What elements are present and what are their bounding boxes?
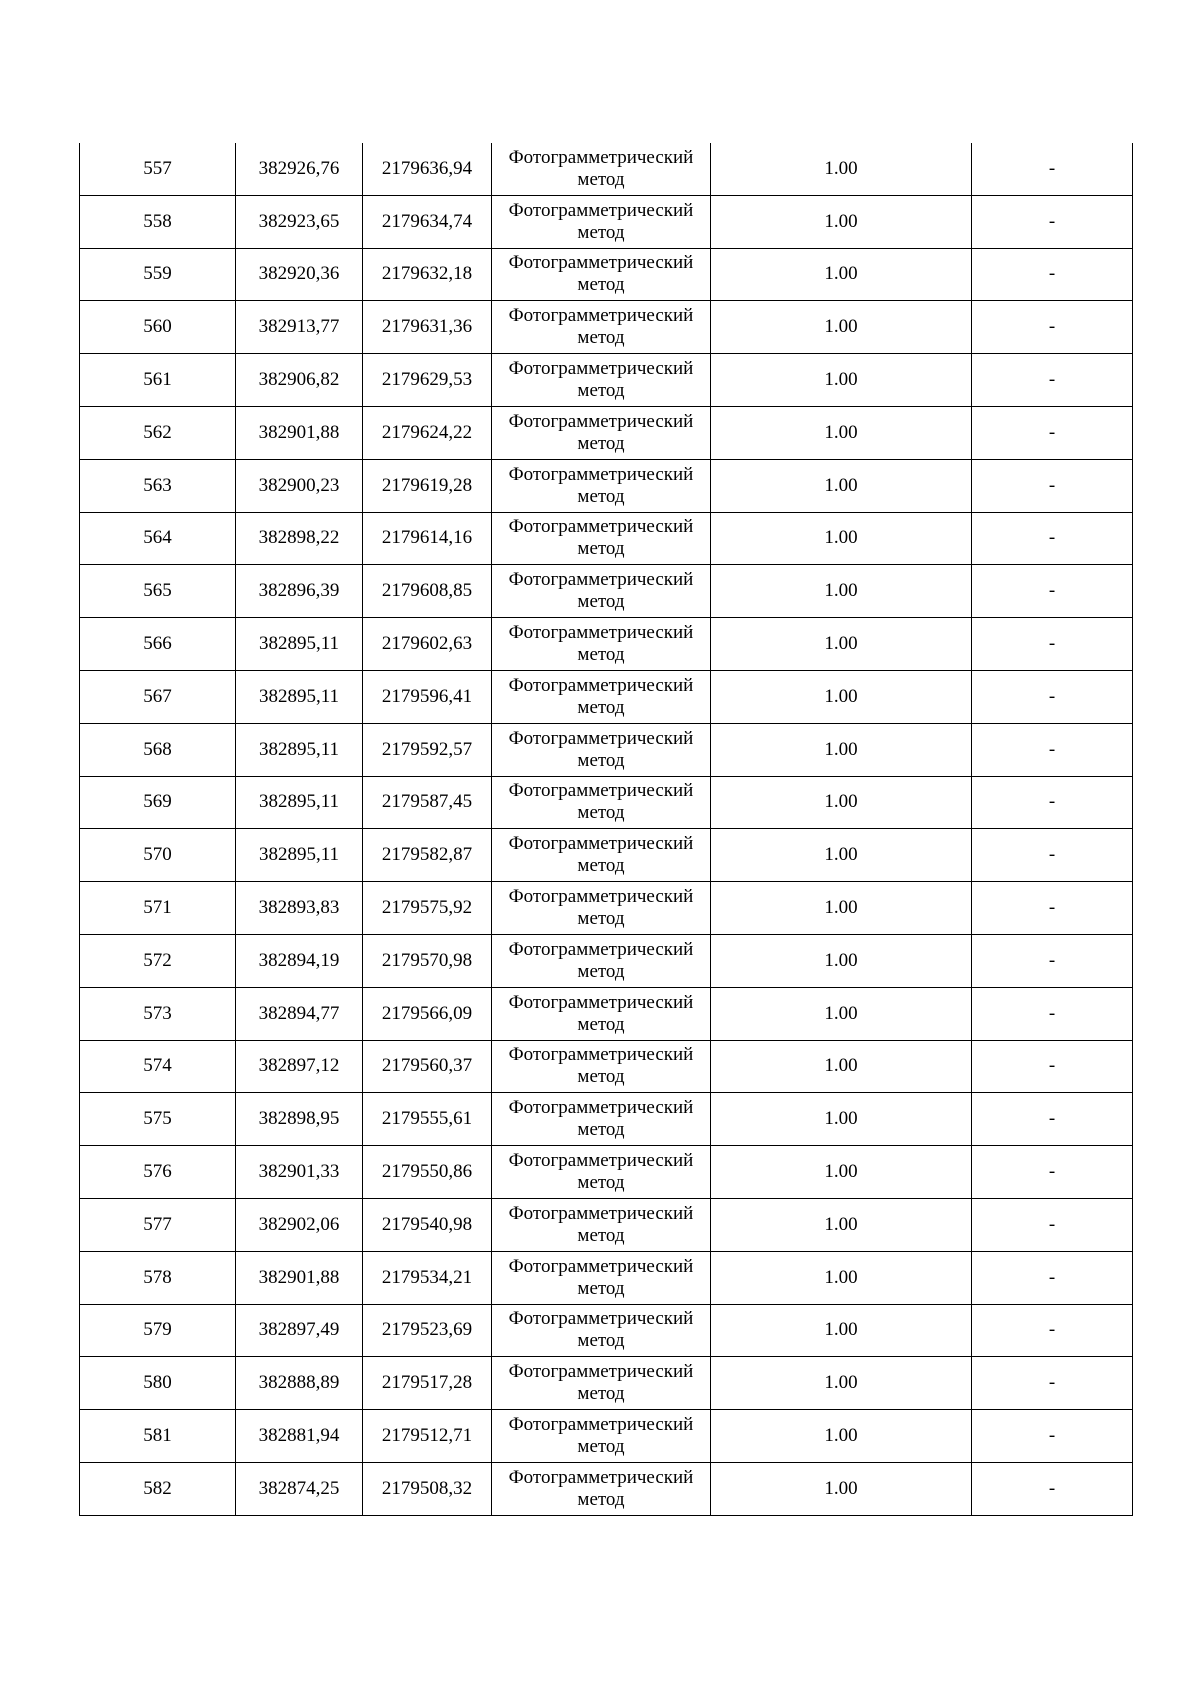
accuracy-cell: 1.00 [711,1462,972,1515]
note-cell: - [972,195,1133,248]
method-cell [492,248,711,301]
y-coordinate-cell: 2179602,63 [363,618,492,671]
x-coordinate-cell: 382897,49 [236,1304,363,1357]
method-text-line2: метод [577,1172,625,1194]
method-text-line1: Фотограмметрический [508,1150,694,1172]
y-coordinate-cell: 2179587,45 [363,776,492,829]
accuracy-cell: 1.00 [711,1093,972,1146]
table-row [80,723,1133,776]
method-text-line2: метод [577,221,625,243]
method-text-line1: Фотограмметрический [508,410,694,432]
method-cell [492,1410,711,1463]
method-cell [492,1198,711,1251]
method-cell [492,1146,711,1199]
note-cell: - [972,1304,1133,1357]
y-coordinate-cell: 2179560,37 [363,1040,492,1093]
method-text-line2: метод [577,1013,625,1035]
x-coordinate-cell: 382895,11 [236,829,363,882]
y-coordinate-cell: 2179582,87 [363,829,492,882]
accuracy-cell: 1.00 [711,829,972,882]
x-coordinate-cell: 382893,83 [236,882,363,935]
y-coordinate-cell: 2179634,74 [363,195,492,248]
note-cell: - [972,1040,1133,1093]
y-coordinate-cell: 2179619,28 [363,459,492,512]
method-text-line1: Фотограмметрический [508,1097,694,1119]
method-text-line1: Фотограмметрический [508,1202,694,1224]
x-coordinate-cell: 382895,11 [236,670,363,723]
method-cell [492,670,711,723]
method-text-line2: метод [577,749,625,771]
method-text-line2: метод [577,1066,625,1088]
table-row [80,882,1133,935]
method-text-line1: Фотограмметрический [508,991,694,1013]
x-coordinate-cell: 382898,95 [236,1093,363,1146]
method-cell [492,143,711,195]
method-text-line2: метод [577,696,625,718]
method-text-line2: метод [577,802,625,824]
method-cell [492,1462,711,1515]
y-coordinate-cell: 2179629,53 [363,354,492,407]
y-coordinate-cell: 2179523,69 [363,1304,492,1357]
method-text-line1: Фотограмметрический [508,252,694,274]
method-cell [492,987,711,1040]
accuracy-cell: 1.00 [711,1040,972,1093]
method-text-line1: Фотограмметрический [508,1044,694,1066]
y-coordinate-cell: 2179550,86 [363,1146,492,1199]
method-text-line2: метод [577,855,625,877]
point-number-cell: 557 [80,143,236,195]
accuracy-cell: 1.00 [711,1304,972,1357]
method-cell [492,459,711,512]
method-cell [492,829,711,882]
method-text-line2: метод [577,1277,625,1299]
table-row [80,829,1133,882]
table-row [80,248,1133,301]
note-cell: - [972,934,1133,987]
accuracy-cell: 1.00 [711,776,972,829]
method-cell [492,512,711,565]
method-cell [492,1093,711,1146]
point-number-cell: 562 [80,406,236,459]
point-number-cell: 577 [80,1198,236,1251]
accuracy-cell: 1.00 [711,723,972,776]
method-text-line1: Фотограмметрический [508,1361,694,1383]
table-row [80,1040,1133,1093]
y-coordinate-cell: 2179592,57 [363,723,492,776]
table-row [80,459,1133,512]
method-text-line2: метод [577,485,625,507]
point-number-cell: 578 [80,1251,236,1304]
method-cell [492,882,711,935]
table-row [80,670,1133,723]
method-cell [492,723,711,776]
accuracy-cell: 1.00 [711,670,972,723]
accuracy-cell: 1.00 [711,987,972,1040]
coordinates-table [79,143,1133,1516]
table-row [80,1146,1133,1199]
method-text-line2: метод [577,591,625,613]
accuracy-cell: 1.00 [711,618,972,671]
table-row [80,1093,1133,1146]
y-coordinate-cell: 2179566,09 [363,987,492,1040]
note-cell: - [972,1198,1133,1251]
y-coordinate-cell: 2179555,61 [363,1093,492,1146]
point-number-cell: 570 [80,829,236,882]
note-cell: - [972,670,1133,723]
method-text-line2: метод [577,1383,625,1405]
y-coordinate-cell: 2179575,92 [363,882,492,935]
point-number-cell: 573 [80,987,236,1040]
accuracy-cell: 1.00 [711,143,972,195]
note-cell: - [972,512,1133,565]
point-number-cell: 579 [80,1304,236,1357]
table-row [80,1251,1133,1304]
note-cell: - [972,143,1133,195]
table-row [80,1357,1133,1410]
note-cell: - [972,1462,1133,1515]
x-coordinate-cell: 382897,12 [236,1040,363,1093]
x-coordinate-cell: 382902,06 [236,1198,363,1251]
method-cell [492,1040,711,1093]
y-coordinate-cell: 2179631,36 [363,301,492,354]
method-text-line2: метод [577,538,625,560]
method-text-line2: метод [577,1436,625,1458]
point-number-cell: 560 [80,301,236,354]
x-coordinate-cell: 382901,33 [236,1146,363,1199]
accuracy-cell: 1.00 [711,354,972,407]
table-row [80,143,1133,195]
method-cell [492,301,711,354]
table-row [80,934,1133,987]
y-coordinate-cell: 2179570,98 [363,934,492,987]
table-row [80,301,1133,354]
x-coordinate-cell: 382901,88 [236,406,363,459]
x-coordinate-cell: 382901,88 [236,1251,363,1304]
point-number-cell: 559 [80,248,236,301]
y-coordinate-cell: 2179596,41 [363,670,492,723]
y-coordinate-cell: 2179636,94 [363,143,492,195]
table-row [80,512,1133,565]
table-row [80,1462,1133,1515]
x-coordinate-cell: 382926,76 [236,143,363,195]
x-coordinate-cell: 382894,77 [236,987,363,1040]
accuracy-cell: 1.00 [711,882,972,935]
note-cell: - [972,565,1133,618]
point-number-cell: 567 [80,670,236,723]
point-number-cell: 574 [80,1040,236,1093]
y-coordinate-cell: 2179614,16 [363,512,492,565]
x-coordinate-cell: 382906,82 [236,354,363,407]
point-number-cell: 581 [80,1410,236,1463]
method-cell [492,354,711,407]
table-row [80,618,1133,671]
point-number-cell: 569 [80,776,236,829]
method-text-line2: метод [577,1330,625,1352]
accuracy-cell: 1.00 [711,565,972,618]
method-text-line1: Фотограмметрический [508,674,694,696]
method-text-line1: Фотограмметрический [508,1414,694,1436]
x-coordinate-cell: 382920,36 [236,248,363,301]
point-number-cell: 564 [80,512,236,565]
method-text-line2: метод [577,432,625,454]
method-text-line1: Фотограмметрический [508,622,694,644]
method-text-line2: метод [577,274,625,296]
point-number-cell: 563 [80,459,236,512]
point-number-cell: 568 [80,723,236,776]
method-text-line1: Фотограмметрический [508,146,694,168]
table-row [80,195,1133,248]
note-cell: - [972,301,1133,354]
x-coordinate-cell: 382895,11 [236,723,363,776]
x-coordinate-cell: 382896,39 [236,565,363,618]
point-number-cell: 575 [80,1093,236,1146]
method-text-line1: Фотограмметрический [508,938,694,960]
method-text-line1: Фотограмметрический [508,516,694,538]
note-cell: - [972,1357,1133,1410]
table-row [80,1198,1133,1251]
note-cell: - [972,1093,1133,1146]
method-text-line2: метод [577,960,625,982]
method-cell [492,1251,711,1304]
note-cell: - [972,723,1133,776]
method-text-line1: Фотограмметрический [508,463,694,485]
point-number-cell: 580 [80,1357,236,1410]
method-cell [492,776,711,829]
note-cell: - [972,354,1133,407]
note-cell: - [972,882,1133,935]
method-text-line1: Фотограмметрический [508,1255,694,1277]
y-coordinate-cell: 2179517,28 [363,1357,492,1410]
y-coordinate-cell: 2179534,21 [363,1251,492,1304]
coordinates-table-body [80,143,1133,1515]
method-text-line1: Фотограмметрический [508,833,694,855]
note-cell: - [972,829,1133,882]
y-coordinate-cell: 2179540,98 [363,1198,492,1251]
point-number-cell: 571 [80,882,236,935]
point-number-cell: 565 [80,565,236,618]
y-coordinate-cell: 2179512,71 [363,1410,492,1463]
x-coordinate-cell: 382881,94 [236,1410,363,1463]
x-coordinate-cell: 382895,11 [236,618,363,671]
method-text-line2: метод [577,168,625,190]
note-cell: - [972,776,1133,829]
method-text-line2: метод [577,908,625,930]
method-text-line2: метод [577,1224,625,1246]
method-text-line1: Фотограмметрический [508,1466,694,1488]
method-text-line1: Фотограмметрический [508,727,694,749]
note-cell: - [972,248,1133,301]
method-text-line2: метод [577,380,625,402]
method-text-line2: метод [577,327,625,349]
accuracy-cell: 1.00 [711,1357,972,1410]
note-cell: - [972,618,1133,671]
table-row [80,565,1133,618]
method-cell [492,565,711,618]
point-number-cell: 561 [80,354,236,407]
accuracy-cell: 1.00 [711,1251,972,1304]
accuracy-cell: 1.00 [711,1146,972,1199]
x-coordinate-cell: 382923,65 [236,195,363,248]
method-cell [492,1304,711,1357]
x-coordinate-cell: 382895,11 [236,776,363,829]
x-coordinate-cell: 382898,22 [236,512,363,565]
y-coordinate-cell: 2179632,18 [363,248,492,301]
accuracy-cell: 1.00 [711,1410,972,1463]
method-text-line2: метод [577,1119,625,1141]
method-text-line1: Фотограмметрический [508,780,694,802]
table-row [80,1410,1133,1463]
point-number-cell: 582 [80,1462,236,1515]
x-coordinate-cell: 382874,25 [236,1462,363,1515]
method-text-line1: Фотограмметрический [508,358,694,380]
point-number-cell: 558 [80,195,236,248]
note-cell: - [972,1410,1133,1463]
y-coordinate-cell: 2179624,22 [363,406,492,459]
method-text-line1: Фотограмметрический [508,569,694,591]
accuracy-cell: 1.00 [711,459,972,512]
method-text-line1: Фотограмметрический [508,886,694,908]
x-coordinate-cell: 382913,77 [236,301,363,354]
table-row [80,354,1133,407]
accuracy-cell: 1.00 [711,195,972,248]
method-cell [492,406,711,459]
table-row [80,1304,1133,1357]
accuracy-cell: 1.00 [711,512,972,565]
method-text-line1: Фотограмметрический [508,1308,694,1330]
x-coordinate-cell: 382894,19 [236,934,363,987]
method-text-line1: Фотограмметрический [508,199,694,221]
note-cell: - [972,987,1133,1040]
method-cell [492,195,711,248]
note-cell: - [972,1251,1133,1304]
table-row [80,776,1133,829]
table-row [80,987,1133,1040]
note-cell: - [972,1146,1133,1199]
x-coordinate-cell: 382900,23 [236,459,363,512]
y-coordinate-cell: 2179608,85 [363,565,492,618]
method-cell [492,618,711,671]
accuracy-cell: 1.00 [711,406,972,459]
accuracy-cell: 1.00 [711,934,972,987]
point-number-cell: 576 [80,1146,236,1199]
x-coordinate-cell: 382888,89 [236,1357,363,1410]
point-number-cell: 572 [80,934,236,987]
method-cell [492,934,711,987]
note-cell: - [972,406,1133,459]
note-cell: - [972,459,1133,512]
method-text-line2: метод [577,1488,625,1510]
method-cell [492,1357,711,1410]
accuracy-cell: 1.00 [711,248,972,301]
accuracy-cell: 1.00 [711,1198,972,1251]
point-number-cell: 566 [80,618,236,671]
method-text-line2: метод [577,644,625,666]
method-text-line1: Фотограмметрический [508,305,694,327]
accuracy-cell: 1.00 [711,301,972,354]
y-coordinate-cell: 2179508,32 [363,1462,492,1515]
table-row [80,406,1133,459]
